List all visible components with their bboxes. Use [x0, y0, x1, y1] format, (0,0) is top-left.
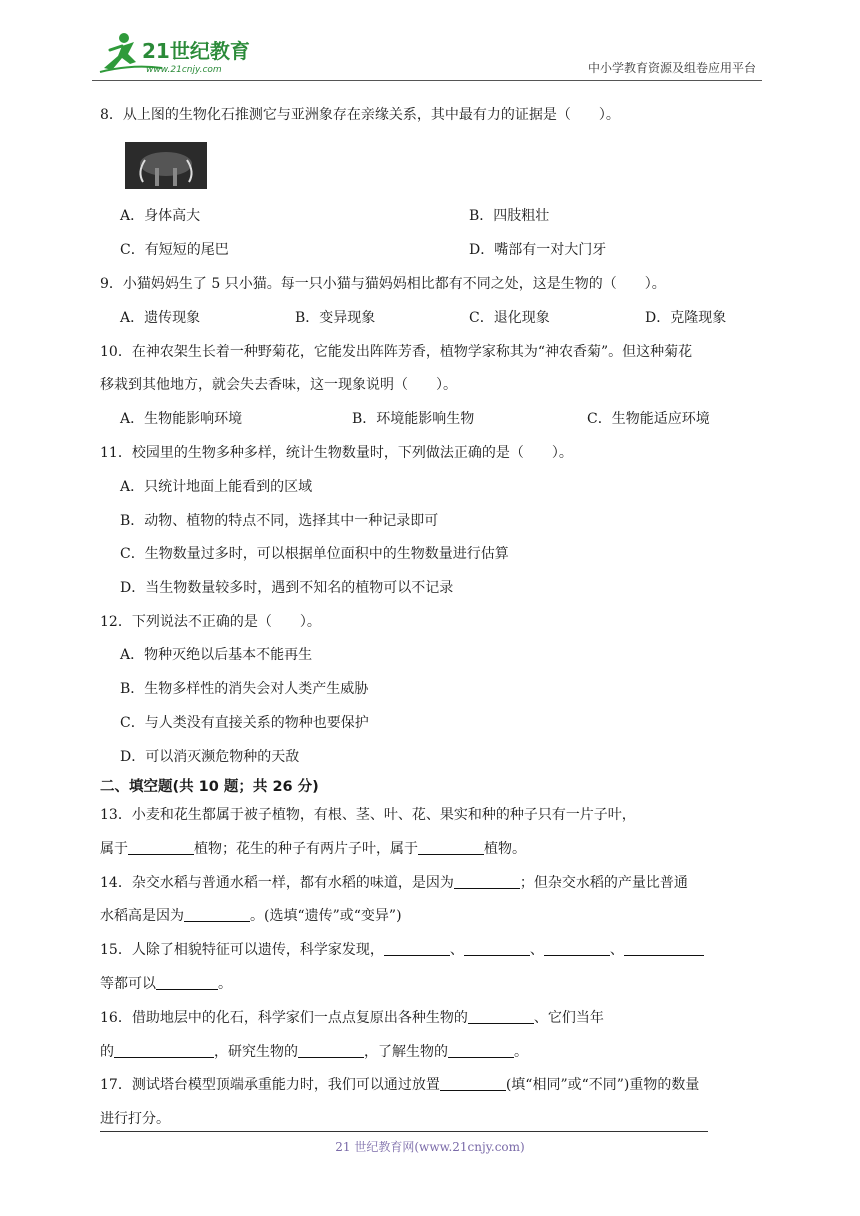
q15-sep-1: 、	[449, 942, 464, 958]
fossil-image	[125, 142, 207, 189]
q8-stem: 8．从上图的生物化石推测它与亚洲象存在亲缘关系，其中最有力的证据是（ ）。	[100, 107, 620, 123]
q12-option-b[interactable]: B．生物多样性的消失会对人类产生威胁	[120, 681, 369, 697]
q11-option-b[interactable]: B．动物、植物的特点不同，选择其中一种记录即可	[120, 513, 439, 529]
svg-text:www.21cnjy.com: www.21cnjy.com	[146, 65, 222, 75]
q15-blank-2[interactable]	[464, 941, 530, 956]
q12-stem: 12．下列说法不正确的是（ ）。	[100, 614, 321, 630]
q8-option-a[interactable]: A．身体高大	[120, 208, 201, 224]
q16-blank-3[interactable]	[298, 1043, 364, 1058]
q15-text-a: 15．人除了相貌特征可以遗传，科学家发现，	[100, 942, 384, 958]
q16-text-f: 。	[514, 1044, 528, 1060]
q14-line1	[100, 873, 688, 893]
q16-blank-2[interactable]	[114, 1043, 214, 1058]
q17-line2: 进行打分。	[100, 1111, 170, 1127]
q9-stem: 9．小猫妈妈生了 5 只小猫。每一只小猫与猫妈妈相比都有不同之处，这是生物的（ ）。	[100, 276, 666, 292]
q14-text-b: ；但杂交水稻的产量比普通	[519, 875, 688, 891]
q15-line1	[100, 940, 704, 960]
q11-option-d[interactable]: D．当生物数量较多时，遇到不知名的植物可以不记录	[120, 580, 454, 596]
q16-text-c: 的	[100, 1044, 114, 1060]
q16-blank-4[interactable]	[448, 1043, 514, 1058]
q13-text-b: 植物；花生的种子有两片子叶，属于	[194, 841, 418, 857]
q13-blank-2[interactable]	[418, 840, 484, 855]
site-logo	[92, 28, 262, 76]
page-footer: 21 世纪教育网(www.21cnjy.com)	[335, 1140, 525, 1154]
q13-blank-1[interactable]	[128, 840, 194, 855]
q15-blank-4[interactable]	[624, 941, 704, 956]
q11-option-c[interactable]: C．生物数量过多时，可以根据单位面积中的生物数量进行估算	[120, 546, 509, 562]
q9-option-c[interactable]: C．退化现象	[469, 310, 550, 326]
q12-option-d[interactable]: D．可以消灭濒危物种的天敌	[120, 749, 300, 765]
q14-blank-1[interactable]	[454, 874, 520, 889]
footer-divider	[100, 1131, 708, 1132]
q15-line2	[100, 974, 232, 994]
section-heading-fill-in: 二、填空题(共 10 题；共 26 分)	[100, 779, 319, 795]
q8-option-c[interactable]: C．有短短的尾巴	[120, 242, 229, 258]
q10-stem-line1: 10．在神农架生长着一种野菊花，它能发出阵阵芳香，植物学家称其为“神农香菊”。但这种菊花	[100, 344, 693, 360]
q10-option-b[interactable]: B．环境能影响生物	[352, 411, 475, 427]
q15-blank-3[interactable]	[544, 941, 610, 956]
svg-text:21世纪教育: 21世纪教育	[142, 39, 250, 63]
q10-stem-line2: 移栽到其他地方，就会失去香味，这一现象说明（ ）。	[100, 377, 457, 393]
q10-option-a[interactable]: A．生物能影响环境	[120, 411, 243, 427]
q15-text-c: 。	[218, 976, 232, 992]
q16-text-d: ，研究生物的	[214, 1044, 298, 1060]
q13-line2	[100, 839, 526, 859]
q9-option-a[interactable]: A．遗传现象	[120, 310, 201, 326]
q17-blank-1[interactable]	[440, 1076, 506, 1091]
q13-text-c: 植物。	[484, 841, 526, 857]
q9-option-b[interactable]: B．变异现象	[295, 310, 376, 326]
q15-sep-3: 、	[609, 942, 624, 958]
q11-option-a[interactable]: A．只统计地面上能看到的区域	[120, 479, 313, 495]
q15-text-b: 等都可以	[100, 976, 156, 992]
q12-option-a[interactable]: A．物种灭绝以后基本不能再生	[120, 647, 313, 663]
q16-line1	[100, 1008, 604, 1028]
q13-line1: 13．小麦和花生都属于被子植物，有根、茎、叶、花、果实和种的种子只有一片子叶，	[100, 807, 636, 823]
q14-blank-2[interactable]	[184, 907, 250, 922]
q8-option-b[interactable]: B．四肢粗壮	[469, 208, 550, 224]
q16-blank-1[interactable]	[468, 1009, 534, 1024]
platform-name: 中小学教育资源及组卷应用平台	[587, 61, 756, 75]
q16-text-e: ，了解生物的	[364, 1044, 448, 1060]
q16-text-b: 、它们当年	[533, 1010, 604, 1026]
q14-text-c: 水稻高是因为	[100, 908, 184, 924]
q17-line1	[100, 1075, 699, 1095]
q17-text-b: (填“相同”或“不同”)重物的数量	[505, 1077, 700, 1093]
q13-text-a: 属于	[100, 841, 128, 857]
q15-blank-1[interactable]	[384, 941, 450, 956]
q12-option-c[interactable]: C．与人类没有直接关系的物种也要保护	[120, 715, 369, 731]
q11-stem: 11．校园里的生物多种多样，统计生物数量时，下列做法正确的是（ ）。	[100, 445, 573, 461]
page-header	[92, 28, 762, 81]
q15-blank-5[interactable]	[156, 975, 218, 990]
q14-line2	[100, 906, 402, 926]
q17-text-a: 17．测试塔台模型顶端承重能力时，我们可以通过放置	[100, 1077, 440, 1093]
q9-option-d[interactable]: D．克隆现象	[645, 310, 727, 326]
q16-line2	[100, 1042, 528, 1062]
runner-icon	[92, 28, 262, 76]
q14-text-a: 14．杂交水稻与普通水稻一样，都有水稻的味道，是因为	[100, 875, 454, 891]
q15-sep-2: 、	[529, 942, 544, 958]
q10-option-c[interactable]: C．生物能适应环境	[587, 411, 710, 427]
q16-text-a: 16．借助地层中的化石，科学家们一点点复原出各种生物的	[100, 1010, 468, 1026]
q8-option-d[interactable]: D．嘴部有一对大门牙	[469, 242, 607, 258]
q14-text-d: 。(选填“遗传”或“变异”)	[250, 908, 402, 924]
